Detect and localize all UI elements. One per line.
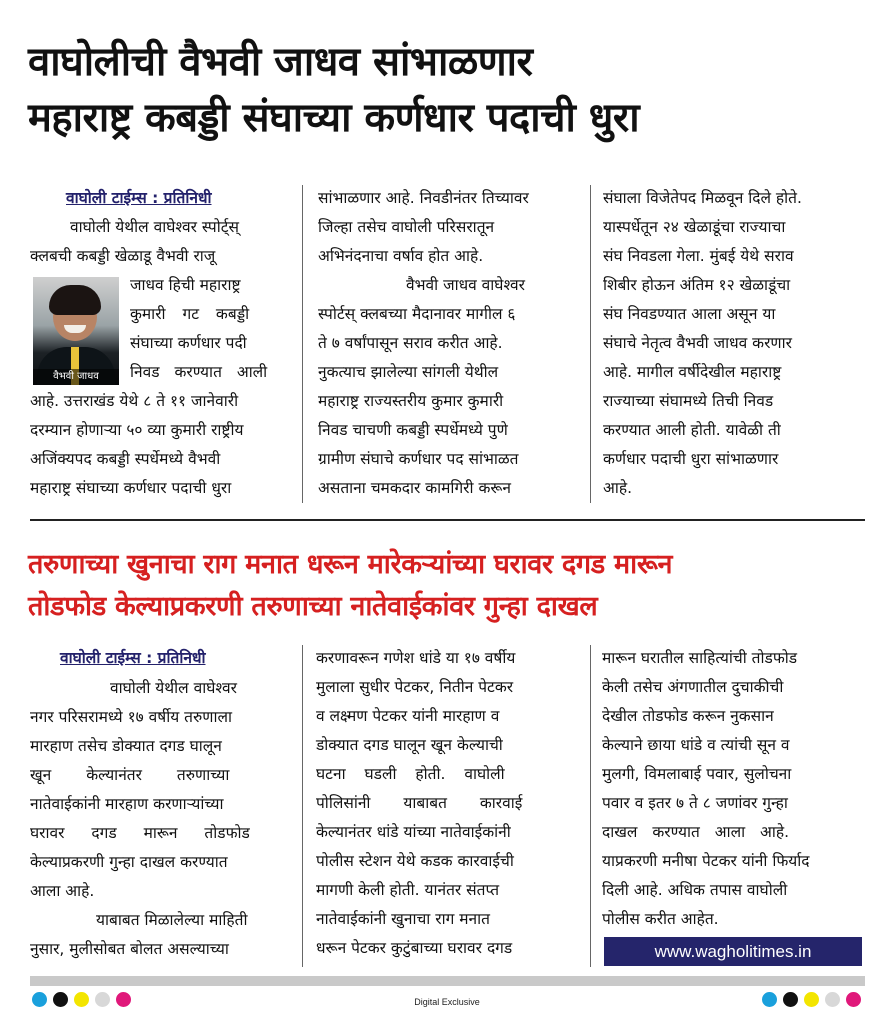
story1-col2-line: ग्रामीण संघाचे कर्णधार पद सांभाळत — [318, 450, 519, 468]
story2-col3-line: दाखल करण्यात आला आहे. — [602, 823, 790, 841]
story1-col2-line: निवड चाचणी कबड्डी स्पर्धेमध्ये पुणे — [318, 421, 508, 439]
story1-col1-line: निवड करण्यात आली — [130, 363, 268, 381]
registration-dots-right — [762, 992, 861, 1007]
story1-col3-line: शिबीर होऊन अंतिम १२ खेळाडूंचा — [603, 276, 791, 294]
footer-text: Digital Exclusive — [414, 997, 480, 1007]
story2-col2-line: मागणी केली होती. यानंतर संतप्त — [316, 881, 500, 899]
story1-col1-line: संघाच्या कर्णधार पदी — [130, 334, 247, 352]
story1-headline — [28, 34, 878, 146]
story2-headline-line: तोडफोड केल्याप्रकरणी तरुणाच्या नातेवाईकांवर गुन्हा दाखल — [28, 591, 598, 622]
story2-col3-line: पोलीस करीत आहेत. — [602, 910, 719, 928]
story1-col1-line: महाराष्ट्र संघाच्या कर्णधार पदाची धुरा — [30, 479, 232, 497]
story2-col3-line: याप्रकरणी मनीषा पेटकर यांनी फिर्याद — [602, 852, 810, 870]
story1-byline: वाघोली टाईम्स : प्रतिनिधी — [66, 189, 212, 207]
story1-col3-line: संघ निवडण्यात आला असून या — [603, 305, 776, 323]
story1-col2-line: नुकत्याच झालेल्या सांगली येथील — [318, 363, 499, 381]
story1-headline-line: महाराष्ट्र कबड्डी संघाच्या कर्णधार पदाची धुरा — [28, 95, 640, 141]
story2-col1-line: याबाबत मिळालेल्या माहिती — [96, 911, 248, 929]
story2-col2-line: केल्यानंतर धांडे यांच्या नातेवाईकांनी — [316, 823, 511, 841]
story1-col1-line: आहे. उत्तराखंड येथे ८ ते ११ जानेवारी — [30, 392, 239, 410]
column-divider — [302, 645, 303, 967]
story1-col3-line: आहे. मागील वर्षीदेखील महाराष्ट्र — [603, 363, 782, 381]
story2-col2-line: पोलिसांनी याबाबत कारवाई — [316, 794, 523, 812]
story-separator — [30, 519, 865, 521]
story2-col2-line: व लक्ष्मण पेटकर यांनी मारहाण व — [316, 707, 500, 725]
story1-col1-line: वाघोली येथील वाघेश्वर स्पोर्ट्स् — [70, 218, 240, 236]
story2-col3-line: मुलगी, विमलाबाई पवार, सुलोचना — [602, 765, 792, 783]
story2-col1-line: नातेवाईकांनी मारहाण करणाऱ्यांच्या — [30, 795, 224, 813]
story1-col3-line: राज्याच्या संघामध्ये तिची निवड — [603, 392, 774, 410]
story2-col1-line: केल्याप्रकरणी गुन्हा दाखल करण्यात — [30, 853, 228, 871]
story1-col3-line: संघाचे नेतृत्व वैभवी जाधव करणार — [603, 334, 792, 352]
registration-dot — [762, 992, 777, 1007]
story2-headline — [28, 544, 878, 628]
story2-col3-line: मारून घरातील साहित्यांची तोडफोड — [602, 649, 798, 667]
story1-col1-line: अजिंक्यपद कबड्डी स्पर्धेमध्ये वैभवी — [30, 450, 221, 468]
registration-dot — [825, 992, 840, 1007]
story1-col2-line: ते ७ वर्षांपासून सराव करीत आहे. — [318, 334, 503, 352]
story1-column-3 — [603, 184, 865, 503]
story2-col2-line: नातेवाईकांनी खुनाचा राग मनात — [316, 910, 490, 928]
story1-col3-line: करण्यात आली होती. यावेळी ती — [603, 421, 781, 439]
story2-column-2 — [316, 644, 578, 963]
story1-col1-line: क्लबची कबड्डी खेळाडू वैभवी राजू — [30, 247, 216, 265]
story2-col1-line: खून केल्यानंतर तरुणाच्या — [30, 766, 230, 784]
story2-col2-line: डोक्यात दगड घालून खून केल्याची — [316, 736, 503, 754]
registration-dot — [846, 992, 861, 1007]
footer-bar — [30, 976, 865, 986]
story2-col2-line: मुलाला सुधीर पेटकर, नितीन पेटकर — [316, 678, 514, 696]
story1-col3-line: संघाला विजेतेपद मिळवून दिले होते. — [603, 189, 802, 207]
story1-col3-line: यास्पर्धेतून २४ खेळाडूंचा राज्याचा — [603, 218, 786, 236]
story1-column-1 — [30, 213, 292, 503]
story1-col2-line: वैभवी जाधव वाघेश्वर — [406, 276, 526, 294]
story1-col3-line: संघ निवडला गेला. मुंबई येथे सराव — [603, 247, 794, 265]
story2-col1-line: घरावर दगड मारून तोडफोड — [30, 824, 250, 842]
story2-col2-line: धरून पेटकर कुटुंबाच्या घरावर दगड — [316, 939, 513, 957]
column-divider — [590, 185, 591, 503]
story1-col2-line: सांभाळणार आहे. निवडीनंतर तिच्यावर — [318, 189, 529, 207]
story2-col3-line: केली तसेच अंगणातील दुचाकीची — [602, 678, 784, 696]
story2-col1-line: मारहाण तसेच डोक्यात दगड घालून — [30, 737, 222, 755]
story2-col3-line: देखील तोडफोड करून नुकसान — [602, 707, 774, 725]
story2-col3-line: दिली आहे. अधिक तपास वाघोली — [602, 881, 788, 899]
story2-col2-line: पोलीस स्टेशन येथे कडक कारवाईची — [316, 852, 514, 870]
story1-headline-line: वाघोलीची वैभवी जाधव सांभाळणार — [28, 39, 533, 85]
story1-col1-line: जाधव हिची महाराष्ट्र — [130, 276, 241, 294]
story2-col3-line: केल्याने छाया धांडे व त्यांची सून व — [602, 736, 790, 754]
story2-col2-line: करणावरून गणेश धांडे या १७ वर्षीय — [316, 649, 516, 667]
story2-col3-line: पवार व इतर ७ ते ८ जणांवर गुन्हा — [602, 794, 788, 812]
story2-column-1 — [30, 674, 292, 964]
story1-col2-line: असताना चमकदार कामगिरी करून — [318, 479, 512, 497]
registration-dot — [804, 992, 819, 1007]
story2-col1-line: वाघोली येथील वाघेश्वर — [110, 679, 237, 697]
story1-col2-line: अभिनंदनाचा वर्षाव होत आहे. — [318, 247, 484, 265]
story2-col1-line: नुसार, मुलीसोबत बोलत असल्याच्या — [30, 940, 229, 958]
website-link[interactable]: www.wagholitimes.in — [604, 937, 862, 966]
story1-column-2 — [318, 184, 578, 503]
story2-column-3 — [602, 644, 864, 934]
story2-col2-line: घटना घडली होती. वाघोली — [316, 765, 505, 783]
story1-col2-line: स्पोर्टस् क्लबच्या मैदानावर मागील ६ — [318, 305, 516, 323]
story1-col1-line: कुमारी गट कबड्डी — [130, 305, 250, 323]
story2-headline-line: तरुणाच्या खुनाचा राग मनात धरून मारेकऱ्यांच्या घरावर दगड मारून — [28, 549, 673, 580]
story1-col1-line: दरम्यान होणाऱ्या ५० व्या कुमारी राष्ट्रीय — [30, 421, 244, 439]
story1-col2-line: जिल्हा तसेच वाघोली परिसरातून — [318, 218, 495, 236]
story2-col1-line: आला आहे. — [30, 882, 95, 900]
column-divider — [590, 645, 591, 967]
story1-col2-line: महाराष्ट्र राज्यस्तरीय कुमार कुमारी — [318, 392, 504, 410]
story1-col3-line: आहे. — [603, 479, 632, 497]
photo-caption: वैभवी जाधव — [33, 369, 119, 385]
registration-dot — [783, 992, 798, 1007]
story1-col3-line: कर्णधार पदाची धुरा सांभाळणार — [603, 450, 779, 468]
column-divider — [302, 185, 303, 503]
story2-byline: वाघोली टाईम्स : प्रतिनिधी — [60, 649, 206, 667]
story2-col1-line: नगर परिसरामध्ये १७ वर्षीय तरुणाला — [30, 708, 233, 726]
